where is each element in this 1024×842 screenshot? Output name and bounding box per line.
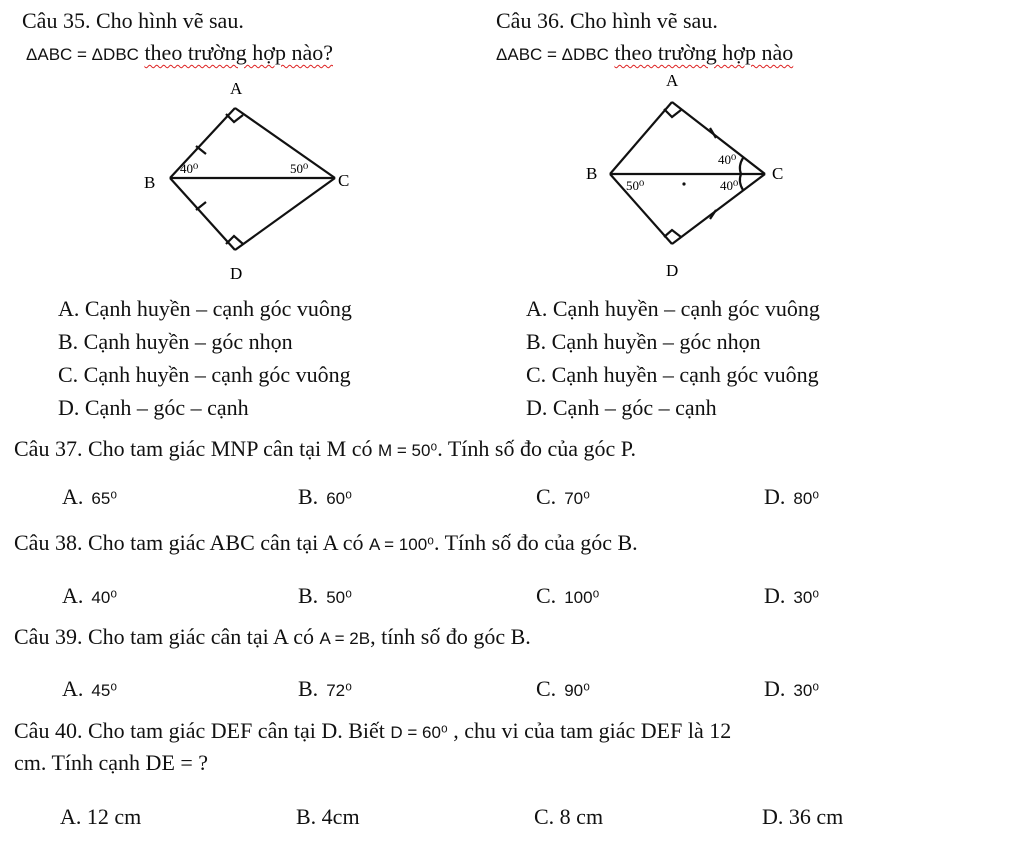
q37-option-c: C. 70⁰ — [536, 484, 590, 509]
q35-question-tail: theo trường hợp nào? — [144, 40, 333, 65]
q36-question-tail: theo trường hợp nào — [614, 40, 794, 65]
q38-question — [14, 530, 638, 558]
q35-label-B: B — [144, 173, 156, 192]
q35-title: Câu 35. Cho hình vẽ sau. — [22, 8, 244, 33]
q40-math: D = 60⁰ — [390, 723, 448, 742]
q38-math: A = 100⁰ — [369, 535, 434, 554]
q40-question — [14, 718, 731, 746]
q38-option-b: B. 50⁰ — [298, 583, 352, 608]
q35-option-c: C. Cạnh huyền – cạnh góc vuông — [58, 362, 351, 387]
q36-label-B: B — [586, 164, 598, 183]
q36-label-A: A — [666, 71, 679, 90]
q36-option-b: B. Cạnh huyền – góc nhọn — [526, 329, 761, 354]
q39-math: A = 2B — [319, 629, 371, 648]
q37-option-b: B. 60⁰ — [298, 484, 352, 509]
q37-question — [14, 436, 636, 464]
q36-title: Câu 36. Cho hình vẽ sau. — [496, 8, 718, 33]
q36-figure — [580, 72, 840, 282]
q40-prefix: Câu 40. Cho tam giác DEF cân tại D. Biết — [14, 718, 385, 743]
q39-question — [14, 624, 531, 652]
q36-statement-line — [496, 40, 793, 68]
q35-label-C: C — [338, 171, 350, 190]
q36-option-a: A. Cạnh huyền – cạnh góc vuông — [526, 296, 820, 321]
q37-option-d: D. 80⁰ — [764, 484, 820, 509]
q38-option-a: A. 40⁰ — [62, 583, 118, 608]
q37-prefix: Câu 37. Cho tam giác MNP cân tại M có — [14, 436, 373, 461]
q36-label-C: C — [772, 164, 784, 183]
q40-option-d: D. 36 cm — [762, 804, 844, 829]
q35-angle-C: 50⁰ — [290, 161, 309, 176]
q37-suffix: . Tính số đo của góc P. — [437, 436, 637, 461]
q35-label-A: A — [230, 79, 243, 98]
q36-angle-B: 50⁰ — [626, 178, 645, 193]
q36-label-D: D — [666, 261, 679, 280]
q36-statement: ΔABC = ΔDBC — [496, 45, 609, 64]
q35-statement-line — [26, 40, 333, 68]
q39-prefix: Câu 39. Cho tam giác cân tại A có — [14, 624, 314, 649]
q37-option-a: A. 65⁰ — [62, 484, 118, 509]
q35-figure — [130, 78, 390, 288]
q40-question-line2: cm. Tính cạnh DE = ? — [14, 750, 209, 775]
q40-option-c: C. 8 cm — [534, 804, 604, 829]
q35-statement: ΔABC = ΔDBC — [26, 45, 139, 64]
q39-option-b: B. 72⁰ — [298, 676, 352, 701]
q39-option-a: A. 45⁰ — [62, 676, 118, 701]
q36-angle-C-top: 40⁰ — [718, 152, 737, 167]
q35-option-b: B. Cạnh huyền – góc nhọn — [58, 329, 293, 354]
q38-option-d: D. 30⁰ — [764, 583, 820, 608]
q36-angle-C-bottom: 40⁰ — [720, 178, 739, 193]
q38-option-c: C. 100⁰ — [536, 583, 600, 608]
q36-option-c: C. Cạnh huyền – cạnh góc vuông — [526, 362, 819, 387]
q37-math: M = 50⁰ — [377, 441, 438, 460]
q35-option-a: A. Cạnh huyền – cạnh góc vuông — [58, 296, 352, 321]
q40-option-a: A. 12 cm — [60, 804, 142, 829]
q40-option-b: B. 4cm — [296, 804, 360, 829]
q39-suffix: , tính số đo góc B. — [370, 624, 531, 649]
q36-option-d: D. Cạnh – góc – cạnh — [526, 395, 717, 420]
q39-option-d: D. 30⁰ — [764, 676, 820, 701]
q38-prefix: Câu 38. Cho tam giác ABC cân tại A có — [14, 530, 364, 555]
q35-label-D: D — [230, 264, 243, 283]
q40-suffix: , chu vi của tam giác DEF là 12 — [453, 718, 732, 743]
q35-angle-B: 40⁰ — [180, 161, 199, 176]
q39-option-c: C. 90⁰ — [536, 676, 590, 701]
q35-option-d: D. Cạnh – góc – cạnh — [58, 395, 249, 420]
q38-suffix: . Tính số đo của góc B. — [433, 530, 638, 555]
